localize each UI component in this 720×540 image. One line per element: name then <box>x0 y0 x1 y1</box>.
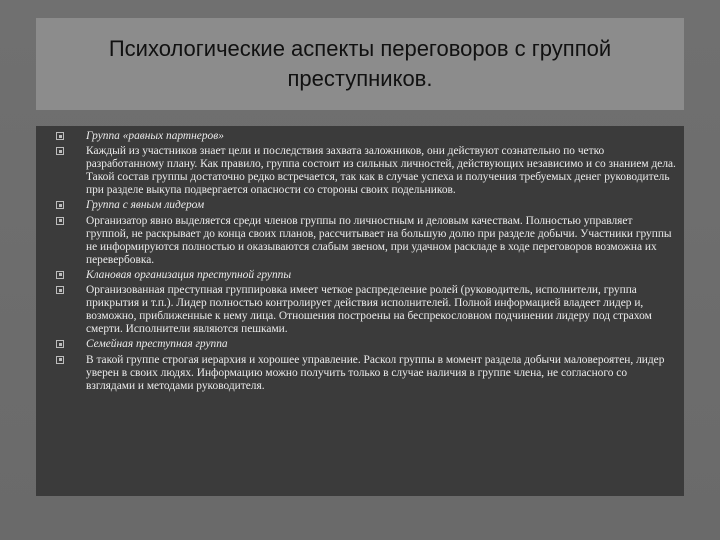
bullet-square-icon <box>56 271 64 279</box>
content-panel <box>36 126 684 496</box>
bullet-item <box>56 354 676 393</box>
bullet-square-icon <box>56 147 64 155</box>
bullet-text: Группа с явным лидером <box>86 199 205 212</box>
bullet-square-icon <box>56 286 64 294</box>
bullet-item <box>56 199 676 212</box>
bullet-text: Организатор явно выделяется среди членов группы по личностным и деловым качествам. Полностью управляет группой, не раскрывает до конца своих планов, рассчитывает на большую долю при разделе добычи. Участники группы не информируются полностью и оказываются слабым звеном, при удачном раскладе в ходе переговоров возможна их перевербовка. <box>86 214 672 266</box>
bullet-square-icon <box>56 201 64 209</box>
bullet-text: Семейная преступная группа <box>86 338 228 351</box>
slide-title: Психологические аспекты переговоров с группой преступников. <box>108 36 612 91</box>
bullet-item <box>56 269 676 282</box>
bullet-list <box>56 130 676 395</box>
bullet-square-icon <box>56 217 64 225</box>
bullet-item <box>56 130 676 143</box>
bullet-square-icon <box>56 356 64 364</box>
title-banner <box>36 18 684 110</box>
bullet-text: Организованная преступная группировка имеет четкое распределение ролей (руководитель, исполнители, группа прикрытия и т.п.). Лидер полностью контролирует действия исполнителей. Полной информацией владеет лидер и, возможно, приближенные к нему лица. Отношения построены на беспрекословном подчинении лидеру под страхом смерти. Исполнители являются пешками. <box>86 284 652 336</box>
bullet-square-icon <box>56 132 64 140</box>
bullet-item <box>56 284 676 336</box>
bullet-text: Каждый из участников знает цели и последствия захвата заложников, они действуют сознательно по четко разработанному плану. Как правило, группа состоит из сильных личностей, действующих независимо и со знанием дела. Такой состав группы достаточно редко встречается, так как в случае успеха и получения требуемых денег руководитель при разделе выкупа подвергается опасности со стороны своих подельников. <box>86 145 676 197</box>
bullet-item <box>56 338 676 351</box>
bullet-text: Группа «равных партнеров» <box>86 130 224 142</box>
bullet-item <box>56 215 676 267</box>
bullet-square-icon <box>56 340 64 348</box>
bullet-item <box>56 145 676 197</box>
bullet-text: Клановая организация преступной группы <box>86 268 292 281</box>
bullet-text: В такой группе строгая иерархия и хорошее управление. Раскол группы в момент раздела добычи маловероятен, лидер уверен в своих людях. Информацию можно получить только в случае наличия в группе члена, не согласного со взглядами и методами руководителя. <box>86 353 665 392</box>
